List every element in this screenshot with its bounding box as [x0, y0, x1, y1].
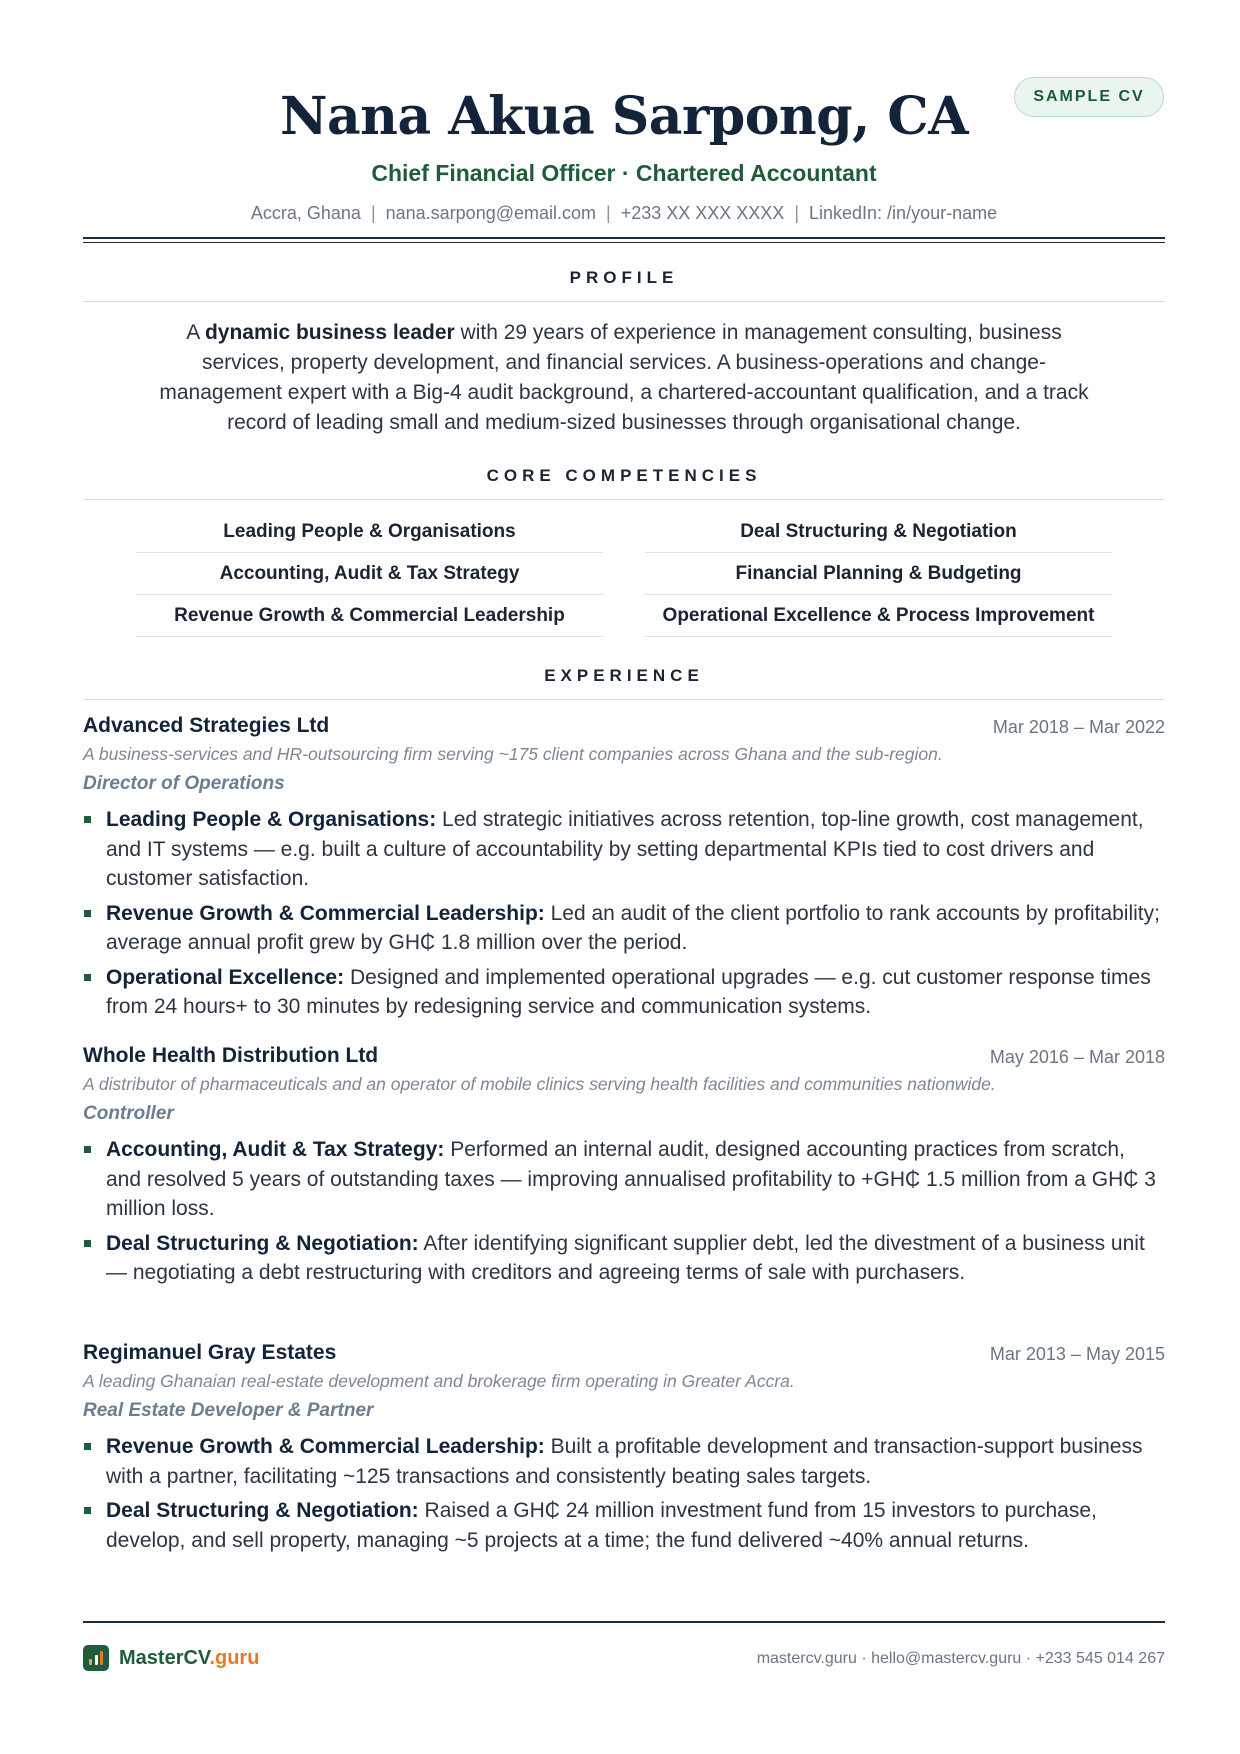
job-bullets	[83, 805, 1165, 1022]
job-role: Controller	[83, 1103, 174, 1124]
profile-text-start: A	[186, 321, 205, 344]
experience-heading: EXPERIENCE	[544, 666, 704, 685]
achievement-bullet	[83, 1135, 1165, 1224]
job-bullets	[83, 1432, 1165, 1555]
competency-item: Accounting, Audit & Tax Strategy	[136, 553, 603, 595]
profile-summary	[145, 318, 1103, 438]
contact-line	[83, 200, 1165, 226]
job-entry	[83, 712, 1165, 1027]
bullet-square-icon	[84, 1146, 91, 1153]
bullet-square-icon	[84, 1507, 91, 1514]
bullet-text: Performed an internal audit, designed accounting practices from scratch, and resolved 5 years of outstanding taxes — improving annualised profitability to +GH₵ 1.5 million from a GH₵ 3 million loss.	[106, 1138, 1156, 1220]
job-entry	[83, 1339, 1165, 1560]
competency-item: Deal Structuring & Negotiation	[645, 511, 1112, 553]
bullet-square-icon	[84, 910, 91, 917]
logo-text-accent: .guru	[209, 1647, 260, 1669]
job-role: Real Estate Developer & Partner	[83, 1400, 374, 1421]
competency-item: Financial Planning & Budgeting	[645, 553, 1112, 595]
contact-location: Accra, Ghana	[250, 203, 361, 223]
bullet-text: Built a profitable development and transaction-support business with a partner, facilitating ~125 transactions and consistently beating sales targets.	[106, 1435, 1143, 1488]
bullet-lead: Operational Excellence:	[106, 965, 345, 989]
section-divider	[83, 499, 1165, 500]
bullet-square-icon	[84, 1240, 91, 1247]
profile-text-rest: with 29 years of experience in management consulting, business services, property development, and financial services. A business-operations and change-management expert with a Big-4 audit background, a chartered-accountant qualification, and a track record of leading small and medium-sized businesses through organisational change.	[159, 321, 1089, 434]
bullet-text: After identifying significant supplier debt, led the divestment of a business unit — negotiating a debt restructuring with creditors and agreeing terms of sale with purchasers.	[106, 1231, 1145, 1284]
competencies-column-left	[136, 511, 603, 637]
job-dates: Mar 2013 – May 2015	[989, 1344, 1165, 1364]
competencies-heading: CORE COMPETENCIES	[486, 466, 762, 485]
contact-separator: |	[606, 203, 611, 223]
contact-separator: |	[370, 203, 376, 223]
bullet-square-icon	[84, 1443, 91, 1450]
bullet-lead: Deal Structuring & Negotiation:	[106, 1499, 419, 1522]
company-name: Advanced Strategies Ltd	[83, 714, 330, 737]
sample-cv-badge: SAMPLE CV	[1014, 77, 1164, 117]
bar-chart-icon	[83, 1645, 109, 1671]
bullet-text: Designed and implemented operational upgrades — e.g. cut customer response times from 24 hours+ to 30 minutes by redesigning service and communication systems.	[106, 965, 1151, 1018]
header-divider	[83, 237, 1165, 243]
job-bullets	[83, 1135, 1165, 1288]
contact-linkedin[interactable]: LinkedIn: /in/your-name	[809, 203, 998, 223]
contact-separator: |	[794, 203, 799, 223]
achievement-bullet	[83, 805, 1165, 894]
company-name: Regimanuel Gray Estates	[83, 1341, 337, 1364]
bullet-text: Raised a GH₵ 24 million investment fund from 15 investors to purchase, develop, and sell property, managing ~5 projects at a time; the fund delivered ~40% annual returns.	[106, 1499, 1097, 1552]
contact-email[interactable]: nana.sarpong@email.com	[385, 203, 597, 223]
section-divider	[83, 301, 1165, 302]
bullet-square-icon	[84, 974, 91, 981]
profile-heading: PROFILE	[569, 268, 679, 287]
bullet-lead: Revenue Growth & Commercial Leadership:	[106, 1435, 545, 1458]
achievement-bullet	[83, 963, 1165, 1022]
company-description: A leading Ghanaian real-estate development and brokerage firm operating in Greater Accra.	[83, 1371, 795, 1391]
candidate-title: Chief Financial Officer · Chartered Accountant	[371, 160, 877, 186]
competency-item: Leading People & Organisations	[136, 511, 603, 553]
company-description: A distributor of pharmaceuticals and an operator of mobile clinics serving health facilities and communities nationwide.	[83, 1074, 996, 1094]
footer-divider	[83, 1621, 1165, 1623]
job-dates: May 2016 – Mar 2018	[989, 1047, 1165, 1067]
bullet-text: Led an audit of the client portfolio to rank accounts by profitability; average annual profit grew by GH₵ 1.8 million over the period.	[106, 901, 1160, 954]
logo-text-main: MasterCV	[119, 1647, 210, 1669]
achievement-bullet	[83, 1496, 1165, 1555]
profile-highlight: dynamic business leader	[204, 321, 455, 344]
competencies-column-right	[645, 511, 1112, 637]
section-divider	[83, 699, 1165, 700]
bullet-square-icon	[84, 816, 91, 823]
contact-phone: +233 XX XXX XXXX	[620, 203, 785, 223]
bullet-lead: Leading People & Organisations:	[106, 808, 437, 831]
company-description: A business-services and HR-outsourcing firm serving ~175 client companies across Ghana and the sub-region.	[83, 744, 943, 764]
achievement-bullet	[83, 1229, 1165, 1288]
competency-item: Revenue Growth & Commercial Leadership	[136, 595, 603, 637]
logo-wordmark	[119, 1645, 259, 1671]
job-role: Director of Operations	[83, 773, 285, 794]
job-dates: Mar 2018 – Mar 2022	[992, 717, 1165, 737]
candidate-name: Nana Akua Sarpong, CA	[279, 86, 969, 147]
bullet-lead: Accounting, Audit & Tax Strategy:	[106, 1138, 445, 1161]
job-entry	[83, 1042, 1165, 1293]
footer-contact: mastercv.guru · hello@mastercv.guru · +233 545 014 267	[756, 1650, 1165, 1667]
competency-item: Operational Excellence & Process Improvement	[645, 595, 1112, 637]
bullet-text: Led strategic initiatives across retention, top-line growth, cost management, and IT systems — e.g. built a culture of accountability by setting departmental KPIs tied to cost drivers and customer satisfaction.	[106, 808, 1144, 890]
achievement-bullet	[83, 1432, 1165, 1491]
bullet-lead: Deal Structuring & Negotiation:	[106, 1231, 419, 1255]
bullet-lead: Revenue Growth & Commercial Leadership:	[106, 901, 545, 925]
company-name: Whole Health Distribution Ltd	[83, 1044, 379, 1067]
achievement-bullet	[83, 899, 1165, 958]
